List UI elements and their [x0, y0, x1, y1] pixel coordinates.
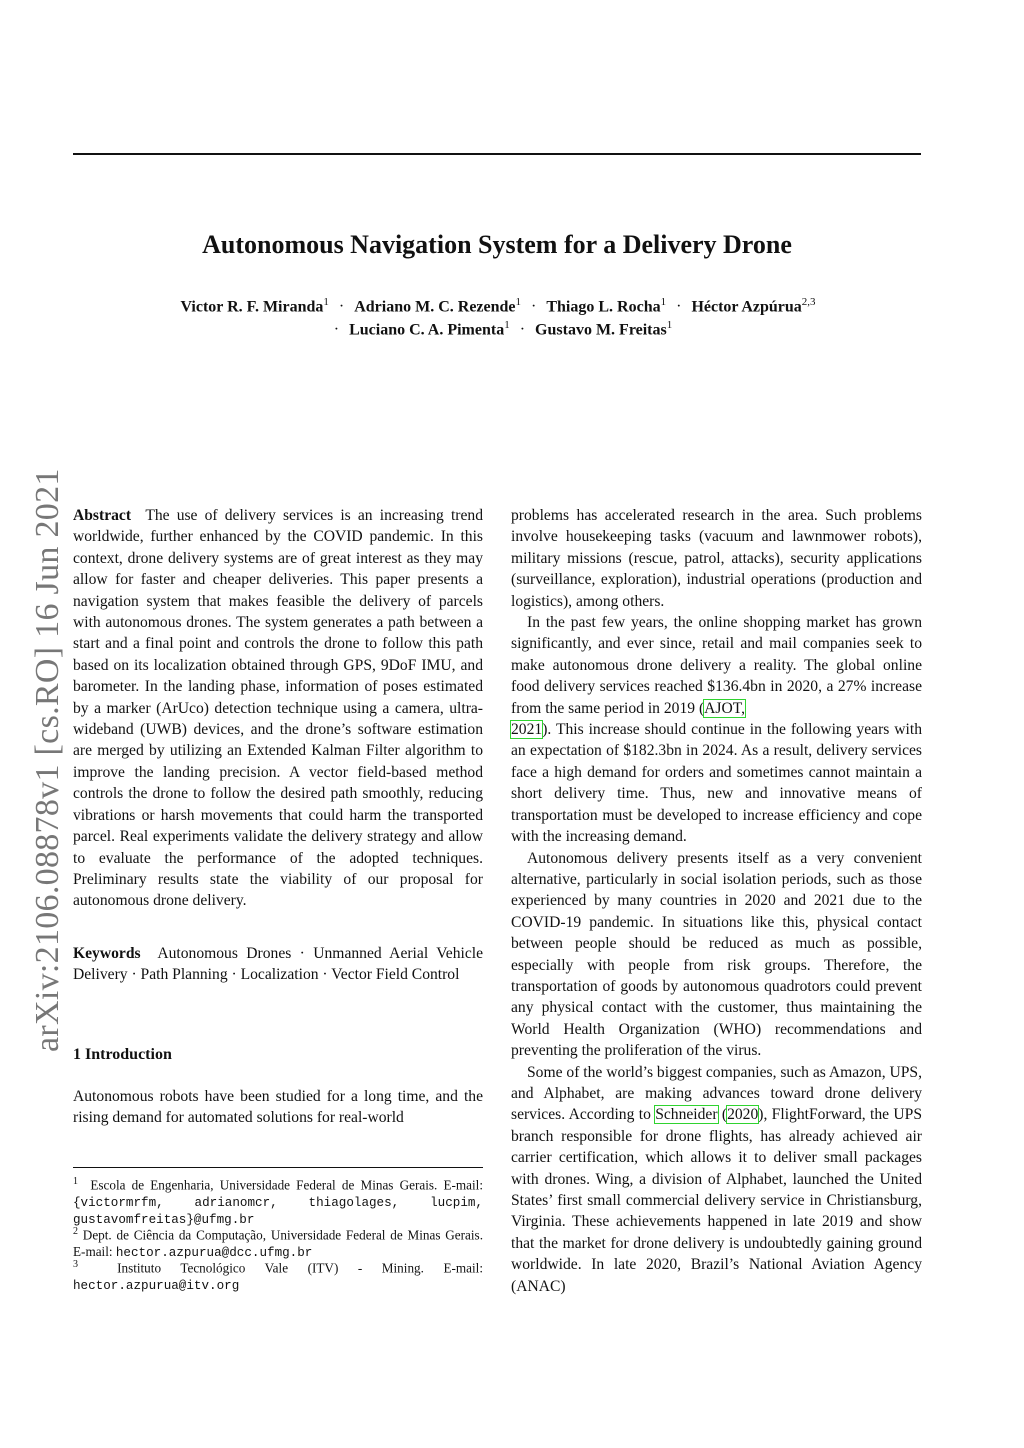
footnote-email: hector.azpurua@dcc.ufmg.br — [115, 1245, 313, 1260]
right-column — [511, 505, 922, 1297]
header-rule — [73, 153, 921, 155]
footnote-rule — [73, 1167, 483, 1168]
paragraph: problems has accelerated research in the area. Such problems involve housekeeping tasks (vacuum and lawnmower robots), military missions (rescue, patrol, attacks), security applications (surveillance, exploration), industrial operations (production and logistics), among others. — [511, 507, 922, 610]
footnote-email: hector.azpurua@itv.org — [73, 1278, 240, 1293]
author-affiliation: 1 — [660, 296, 667, 308]
author-affiliation: 1 — [666, 319, 673, 331]
intro-text: Autonomous robots have been studied for a long time, and the rising demand for automated solutions for real-world — [73, 1088, 483, 1127]
paragraph — [511, 612, 922, 847]
footnote-1 — [73, 1174, 483, 1229]
paper-title: Autonomous Navigation System for a Delivery Drone — [202, 230, 792, 259]
author-separator: · — [531, 298, 537, 316]
paragraph-text: ). This increase should continue in the following years with an expectation of $182.3bn in 2024. As a result, delivery services face a high demand for orders and sometimes cannot maintain a short delivery time. Thus, new and innovative means of transportation must be developed to increase efficiency and cope with the increasing demand. — [511, 721, 922, 846]
paragraph-text: ), FlightForward, the UPS branch responsible for drone flights, has already achieved air carrier certification, which allows it to deliver small packages with drones. Wing, a division of Alphabet, launched the United States’ first small commercial delivery service in Christiansburg, Virginia. These achievements happened in late 2019 and show that the market for drone delivery is undoubtedly gaining ground worldwide. In late 2020, Brazil’s National Aviation Agency (ANAC) — [511, 1106, 922, 1295]
citation-link[interactable]: 2020 — [727, 1106, 759, 1124]
author-name: Thiago L. Rocha — [546, 298, 661, 316]
keywords-label: Keywords — [73, 945, 141, 962]
author-separator: · — [333, 321, 340, 339]
paragraph-text: ( — [717, 1106, 728, 1124]
author-line-2 — [0, 313, 996, 342]
footnote-2 — [73, 1224, 483, 1261]
keywords-text: Autonomous Drones · Unmanned Aerial Vehicle Delivery · Path Planning · Localization · Vector Field Control — [73, 945, 483, 984]
paragraph: Autonomous delivery presents itself as a very convenient alternative, particularly in social isolation periods, such as those experienced by many countries in 2020 and 2021 due to the COVID-19 pandemic. In situations like this, physical contact between people should be reduced as much as possible, especially with people from risk groups. Therefore, the transportation of goods by autonomous quadrotors could prevent any physical contact with the customer, thus maintaining the World Health Organization (WHO) recommendations and preventing the proliferation of the virus. — [511, 849, 922, 1060]
footnote-mark: 3 — [73, 1259, 78, 1270]
footnote-3 — [73, 1257, 483, 1294]
author-separator: · — [338, 298, 345, 316]
footnote-mark: 1 — [73, 1176, 78, 1187]
author-affiliation: 1 — [515, 296, 522, 308]
author-affiliation: 1 — [504, 319, 510, 331]
author-separator: · — [676, 298, 682, 316]
footnote-text: Instituto Tecnológico Vale (ITV) - Mining. E-mail: — [117, 1260, 484, 1276]
citation-link[interactable]: Schneider — [655, 1106, 718, 1124]
author-name: Victor R. F. Miranda — [180, 298, 324, 316]
footnote-text: Escola de Engenharia, Universidade Federal de Minas Gerais. E-mail: — [90, 1177, 483, 1193]
citation-link[interactable]: AJOT, — [704, 699, 745, 717]
author-name: Gustavo M. Freitas — [535, 321, 667, 339]
abstract-block — [73, 505, 483, 912]
paragraph-text: In the past few years, the online shopping market has grown significantly, and ever since, retail and mail companies seek to make autonomous drone delivery a reality. The global online food delivery services reached $136.4bn in 2020, a 27% increase from the same period in 2019 ( — [511, 614, 922, 717]
arxiv-sidebar-stamp: arXiv:2106.08878v1 [cs.RO] 16 Jun 2021 — [29, 468, 66, 1052]
citation-link[interactable]: 2021 — [511, 721, 543, 739]
author-separator: · — [519, 321, 526, 339]
keywords-block — [73, 943, 483, 986]
abstract-label: Abstract — [73, 507, 132, 524]
author-affiliation: 2,3 — [801, 296, 816, 308]
intro-left-paragraph — [73, 1086, 483, 1129]
footnote-text: Dept. de Ciência da Computação, Universidade Federal de Minas Gerais. E-mail: — [73, 1227, 483, 1259]
author-name: Héctor Azpúrua — [691, 298, 802, 316]
paragraph — [511, 1062, 922, 1297]
footnote-email: {victormrfm, adrianomcr, thiagolages, lucpim, gustavomfreitas}@ufmg.br — [73, 1195, 483, 1228]
abstract-text: The use of delivery services is an increasing trend worldwide, further enhanced by the COVID pandemic. In this context, drone delivery systems are of great interest as they may allow for faster and cheaper deliveries. This paper presents a navigation system that makes feasible the delivery of parcels with autonomous drones. The system generates a path between a start and a final point and controls the drone to follow this path based on its localization obtained through GPS, 9DoF IMU, and barometer. In the landing phase, information of poses estimated by a marker (ArUco) detection technique using a camera, ultra-wideband (UWB) devices, and the drone’s software estimation are merged by utilizing an Extended Kalman Filter algorithm to improve the landing precision. A vector field-based method controls the drone to follow the desired path smoothly, reducing vibrations or harsh movements that could harm the transported parcel. Real experiments validate the delivery strategy and allow to evaluate the performance of the adopted techniques. Preliminary results state the viability of our proposal for autonomous drone delivery. — [73, 507, 483, 910]
author-affiliation: 1 — [323, 296, 329, 308]
section-heading-introduction: 1 Introduction — [73, 1046, 172, 1063]
footnote-mark: 2 — [73, 1226, 78, 1237]
author-name: Luciano C. A. Pimenta — [349, 321, 505, 339]
author-name: Adriano M. C. Rezende — [354, 298, 516, 316]
paragraph-text: Some of the world’s biggest companies, such as Amazon, UPS, and Alphabet, are making advances toward drone delivery services. According to — [511, 1063, 922, 1124]
